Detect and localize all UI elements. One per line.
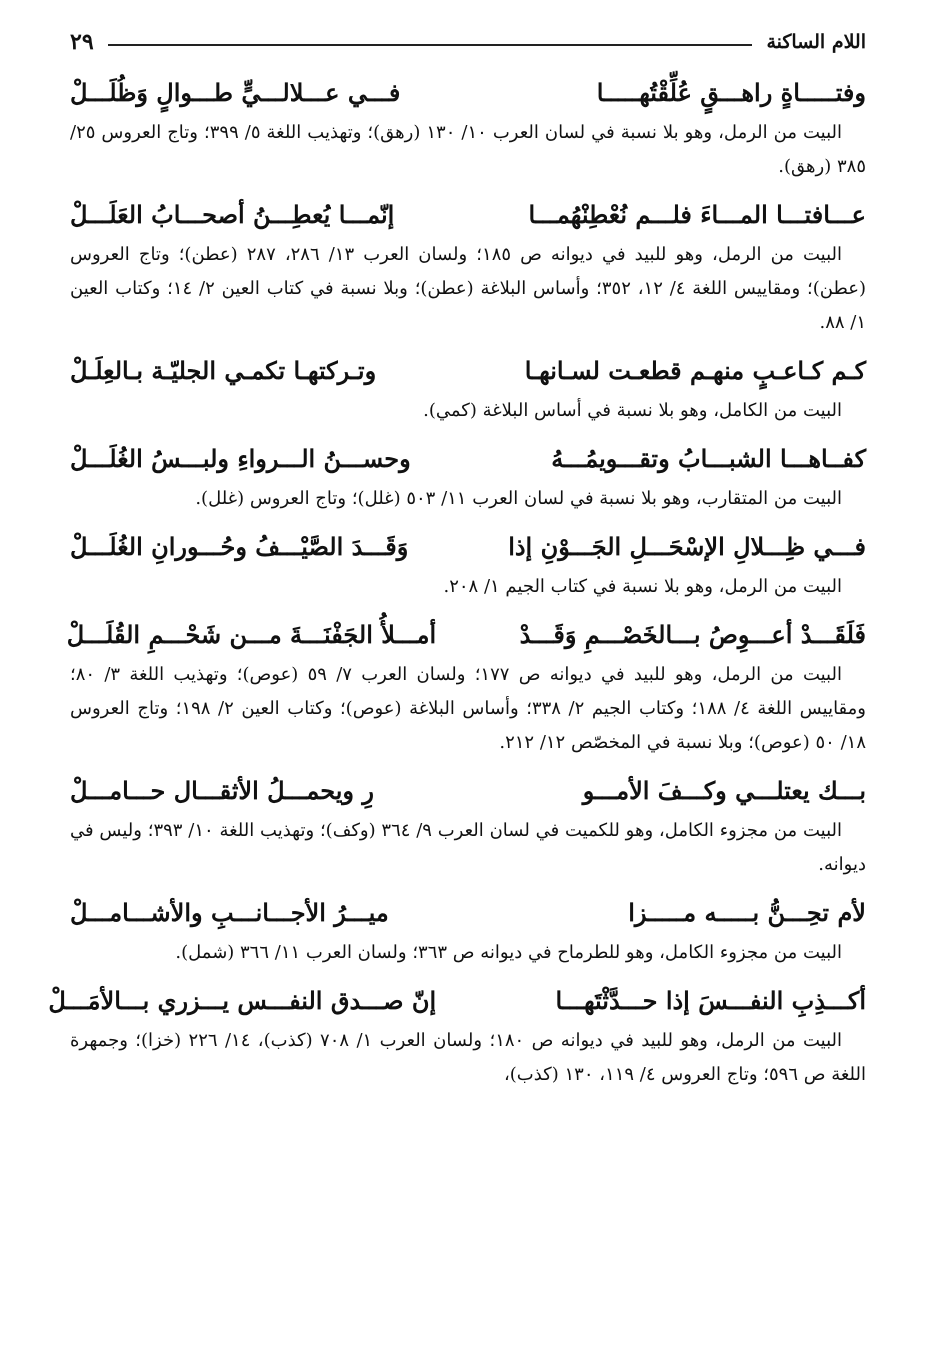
first-hemistich: عـــافتـــا المـــاءَ فلـــم نُعْطِنْهُمـــا (528, 199, 866, 229)
verse-line (70, 68, 866, 116)
second-hemistich: أمـــلأُ الجَفْنَـــةَ مـــن شَحْـــمِ القُلَـــلْ (66, 619, 437, 649)
verse-footnote: البيت من الرمل، وهو بلا نسبة في لسان العرب ١٠/ ١٣٠ (رهق)؛ وتهذيب اللغة ٥/ ٣٩٩؛ وتاج العروس ٢٥/ ٣٨٥ (رهق). (70, 122, 866, 177)
verse-entry (70, 522, 866, 604)
verse-entry (70, 346, 866, 428)
verse-entry (70, 888, 866, 970)
verse-footnote: البيت من الرمل، وهو بلا نسبة في كتاب الجيم ١/ ٢٠٨. (443, 576, 842, 597)
second-hemistich: وَقَـــدَ الصَّيْـــفُ وحُـــورانِ الغُلَـــلْ (70, 531, 409, 561)
verse-entry (48, 976, 866, 1092)
page-number: ٢٩ (70, 29, 94, 55)
verse-entry (70, 766, 866, 882)
chapter-title: اللام الساكنة (766, 31, 866, 53)
verse-footnote: البيت من المتقارب، وهو بلا نسبة في لسان العرب ١١/ ٥٠٣ (غلل)؛ وتاج العروس (غلل). (195, 488, 842, 509)
second-hemistich: إنّمـــا يُعطِـــنُ أصحـــابُ العَلَـــلْ (70, 199, 395, 229)
verse-footnote: البيت من مجزوء الكامل، وهو للطرماح في ديوانه ص ٣٦٣؛ ولسان العرب ١١/ ٣٦٦ (شمل). (175, 942, 842, 963)
verse-footnote: البيت من الكامل، وهو بلا نسبة في أساس البلاغة (كمي). (423, 400, 842, 421)
second-hemistich: وتـركتهـا تكمـي الجليّـة بـالعِلَـلْ (70, 355, 377, 385)
verse-line (48, 976, 866, 1024)
verse-footnote: البيت من الرمل، وهو للبيد في ديوانه ص ١٨٥؛ ولسان العرب ١٣/ ٢٨٦، ٢٨٧ (عطن)؛ وتاج العروس (عطن)؛ ومقاييس اللغة ٤/ ١٢، ٣٥٢؛ وأساس البلاغة (عطن)؛ وبلا نسبة في كتاب العين ٢/ ١٤؛ وكتاب العين ١/ ٨٨. (70, 244, 867, 333)
verse-entry (66, 610, 866, 760)
verse-line (70, 346, 866, 394)
first-hemistich: لأم تحِـــنُّ بـــــه مـــــزا (628, 897, 866, 927)
book-page (48, 20, 867, 1340)
verse-entry (70, 68, 866, 184)
first-hemistich: فـــي ظِـــلالِ الإسْحَـــلِ الجَـــوْنِ إذا (508, 531, 866, 561)
header-rule (108, 44, 753, 46)
verse-footnote: البيت من مجزوء الكامل، وهو للكميت في لسان العرب ٩/ ٣٦٤ (وكف)؛ وتهذيب اللغة ١٠/ ٣٩٣؛ وليس في ديوانه. (70, 820, 866, 875)
first-hemistich: وفتـــــاةٍ راهـــقٍ عُلِّقْتُهـــــا (596, 77, 866, 107)
second-hemistich: ميـــرُ الأجـــانـــبِ والأشـــامـــلْ (70, 897, 389, 927)
page-header (70, 20, 866, 64)
verse-line (66, 610, 866, 658)
first-hemistich: كفــاهـــا الشبـــابُ وتقـــويمُـــهُ (551, 443, 866, 473)
verse-entry (70, 434, 866, 516)
first-hemistich: بـــك يعتلـــي وكـــفَ الأمـــو (582, 775, 866, 805)
second-hemistich: وحســـنُ الـــرواءِ ولبـــسُ الغُلَـــلْ (70, 443, 411, 473)
verse-footnote: البيت من الرمل، وهو للبيد في ديوانه ص ١٨٠؛ ولسان العرب ١/ ٧٠٨ (كذب)، ١٤/ ٢٢٦ (خزا)؛ وجمهرة اللغة ص ٥٩٦؛ وتاج العروس ٤/ ١١٩، ١٣٠ (كذب)، (70, 1030, 866, 1085)
second-hemistich: رِ ويحمـــلُ الأثقـــال حـــامـــلْ (70, 775, 374, 805)
first-hemistich: أكـــذِبِ النفـــسَ إذا حـــدَّثْتَهـــا (555, 985, 866, 1015)
verse-entry (70, 190, 866, 340)
second-hemistich: فـــي عـــلالـــيٍّ طـــوالٍ وَظُلَـــلْ (70, 77, 401, 107)
verse-line (70, 190, 866, 238)
verse-line (70, 434, 866, 482)
second-hemistich: إنّ صـــدق النفـــس يـــزري بـــالأمَـــلْ (48, 985, 437, 1015)
verse-line (70, 766, 866, 814)
verse-footnote: البيت من الرمل، وهو للبيد في ديوانه ص ١٧٧؛ ولسان العرب ٧/ ٥٩ (عوص)؛ وتهذيب اللغة ٣/ ٨٠؛ ومقاييس اللغة ٤/ ١٨٨؛ وكتاب الجيم ٢/ ٣٣٨؛ وأساس البلاغة (عوص)؛ وكتاب العين ٢/ ١٩٨؛ وتاج العروس ١٨/ ٥٠ (عوص)؛ وبلا نسبة في المخصّص ١٢/ ٢١٢. (70, 664, 866, 753)
first-hemistich: كـم كـاعـبٍ منهـم قطعـت لسـانهـا (524, 355, 866, 385)
verse-line (70, 888, 866, 936)
first-hemistich: فَلَقَـــدْ أعـــوِصُ بـــالخَصْـــمِ وَقَـــدْ (519, 619, 866, 649)
verse-line (70, 522, 866, 570)
